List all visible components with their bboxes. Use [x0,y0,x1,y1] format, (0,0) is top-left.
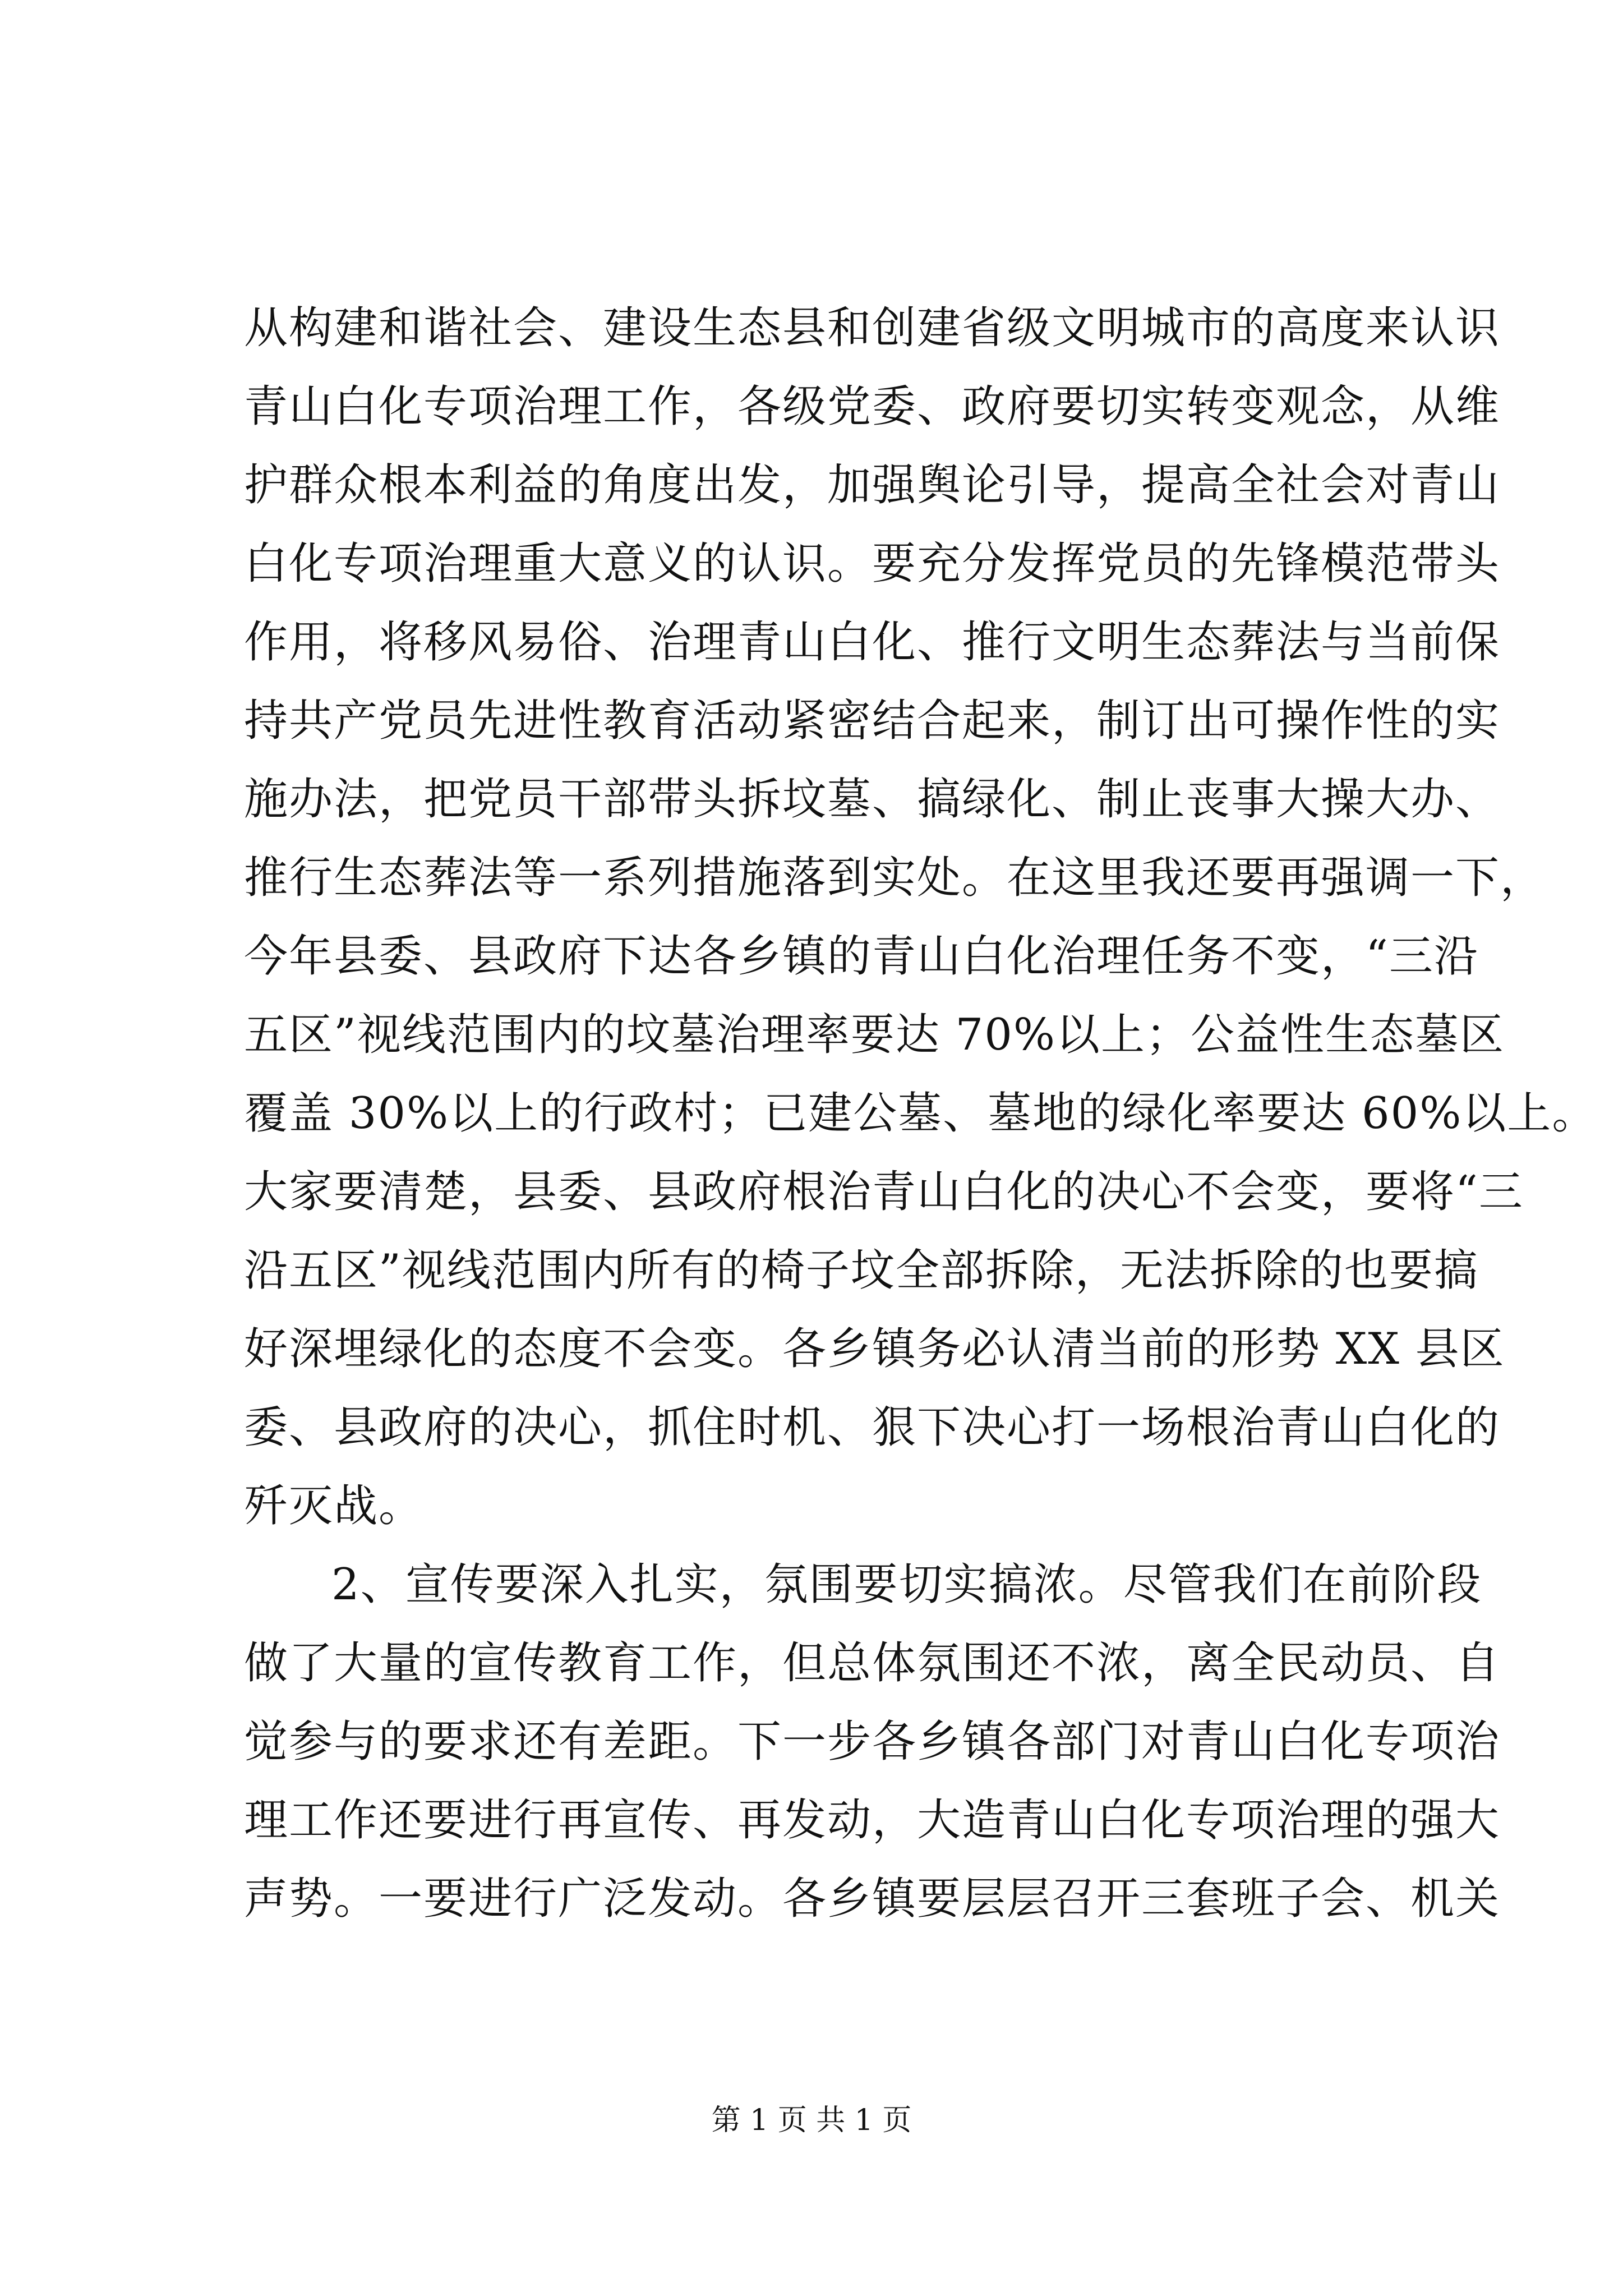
text-line: 大家要清楚，县委、县政府根治青山白化的决心不会变，要将“三 [244,1167,1524,1217]
text-line: 五区”视线范围内的坟墓治理率要达 70%以上；公益性生态墓区 [244,1010,1505,1060]
text-line-paragraph-start: 2、宣传要深入扎实，氛围要切实搞浓。尽管我们在前阶段 [331,1559,1482,1610]
text-line: 从构建和谐社会、建设生态县和创建省级文明城市的高度来认识 [244,303,1501,353]
page-footer [0,2101,1623,2140]
page-number-label: 第 1 页 共 1 页 [711,2104,912,2137]
text-line: 好深埋绿化的态度不会变。各乡镇务必认清当前的形势 XX 县区 [244,1324,1505,1374]
text-line: 理工作还要进行再宣传、再发动，大造青山白化专项治理的强大 [244,1795,1501,1846]
text-line: 作用，将移风易俗、治理青山白化、推行文明生态葬法与当前保 [244,617,1501,668]
text-line: 白化专项治理重大意义的认识。要充分发挥党员的先锋模范带头 [244,539,1501,589]
text-line: 青山白化专项治理工作，各级党委、政府要切实转变观念，从维 [244,381,1501,432]
text-line: 声势。一要进行广泛发动。各乡镇要层层召开三套班子会、机关 [244,1874,1501,1924]
text-line: 施办法，把党员干部带头拆坟墓、搞绿化、制止丧事大操大办、 [244,774,1501,825]
text-line: 持共产党员先进性教育活动紧密结合起来，制订出可操作性的实 [244,696,1501,746]
text-line: 今年县委、县政府下达各乡镇的青山白化治理任务不变，“三沿 [244,931,1479,982]
text-line: 覆盖 30%以上的行政村；已建公墓、墓地的绿化率要达 60%以上。 [244,1088,1597,1139]
text-line: 护群众根本利益的角度出发，加强舆论引导，提高全社会对青山 [244,460,1501,510]
body-text [244,289,1597,1938]
text-line: 推行生态葬法等一系列措施落到实处。在这里我还要再强调一下， [244,853,1546,903]
text-line: 沿五区”视线范围内所有的椅子坟全部拆除，无法拆除的也要搞 [244,1245,1479,1296]
text-line: 觉参与的要求还有差距。下一步各乡镇各部门对青山白化专项治 [244,1717,1501,1767]
text-line: 做了大量的宣传教育工作，但总体氛围还不浓，离全民动员、自 [244,1638,1501,1688]
text-line-paragraph-end: 歼灭战。 [244,1481,424,1531]
text-line: 委、县政府的决心，抓住时机、狠下决心打一场根治青山白化的 [244,1402,1501,1453]
